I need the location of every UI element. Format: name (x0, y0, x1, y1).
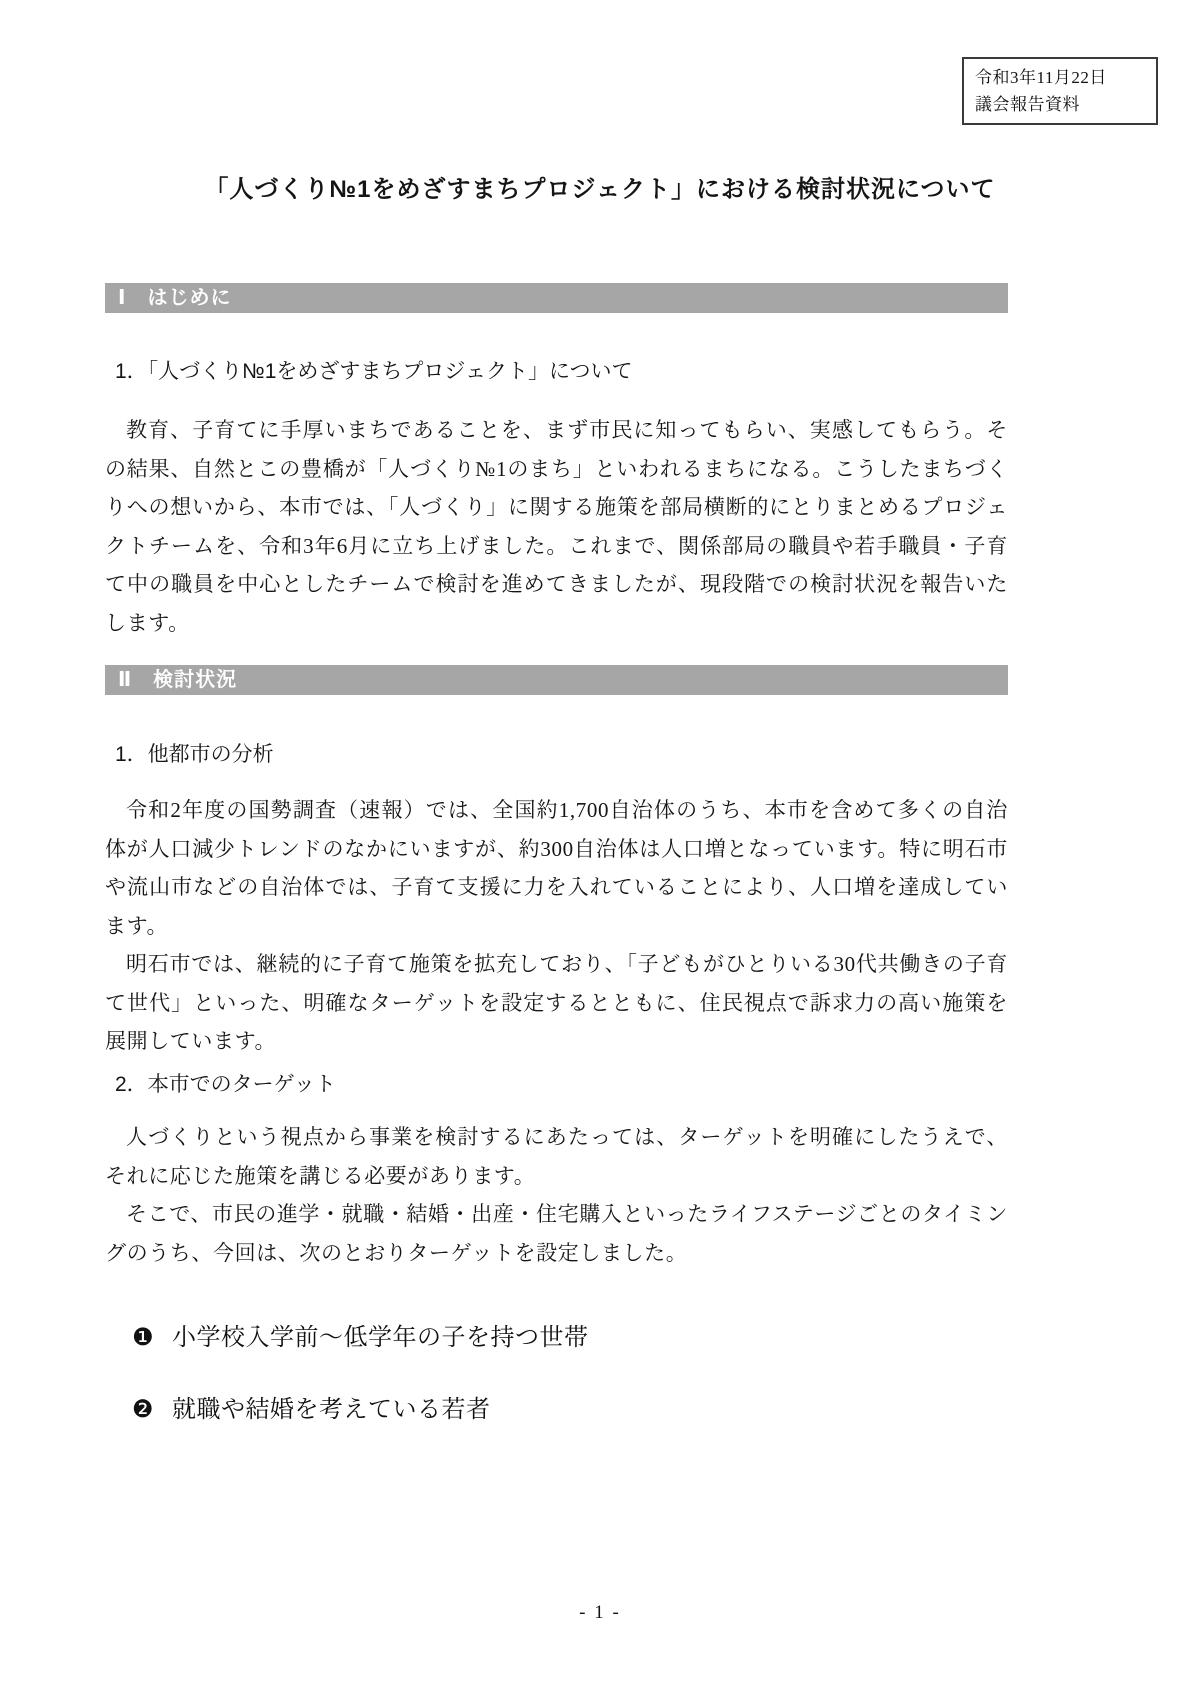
section-heading-2: Ⅱ 検討状況 (105, 665, 1008, 695)
report-type-label: 議会報告資料 (975, 95, 1080, 114)
circled-number-2-icon: ❷ (132, 1396, 155, 1423)
subsection-heading-2-1: 1．他都市の分析 (115, 743, 274, 766)
section-heading-1: Ⅰ はじめに (105, 283, 1008, 313)
target-item-label: 小学校入学前～低学年の子を持つ世帯 (172, 1324, 589, 1351)
target-item-1 (132, 1322, 992, 1354)
page-number: - 1 - (579, 1602, 621, 1623)
target-item-label: 就職や結婚を考えている若者 (172, 1396, 491, 1423)
paragraph: 明石市では、継続的に子育て施策を拡充しており、「子どもがひとりいる30代共働きの子育て世代」といった、明確なターゲットを設定するとともに、住民視点で訴求力の高い施策を展開しています。 (105, 952, 1008, 1053)
paragraph: 令和2年度の国勢調査（速報）では、全国約1,700自治体のうち、本市を含めて多くの自治体が人口減少トレンドのなかにいますが、約300自治体は人口増となっています。特に明石市や流山市などの自治体では、子育て支援に力を入れていることにより、人口増を達成しています。 (105, 798, 1008, 938)
paragraph: 教育、子育てに手厚いまちであることを、まず市民に知ってもらい、実感してもらう。その結果、自然とこの豊橋が「人づくり№1のまち」といわれるまちになる。こうしたまちづくりへの想いから、本市では、「人づくり」に関する施策を部局横断的にとりまとめるプロジェクトチームを、令和3年6月に立ち上げました。これまで、関係部局の職員や若手職員・子育て中の職員を中心としたチームで検討を進めてきましたが、現段階での検討状況を報告いたします。 (105, 418, 1008, 635)
paragraph-block-target (105, 1118, 1008, 1272)
subsection-heading-1-1: 1．「人づくり№1をめざすまちプロジェクト」について (115, 360, 633, 383)
target-item-2 (132, 1394, 992, 1426)
subsection-heading-2-2: 2．本市でのターゲット (115, 1073, 336, 1096)
paragraph-block-analysis (105, 791, 1008, 1061)
paragraph-block-intro (105, 411, 1008, 642)
paragraph: 人づくりという視点から事業を検討するにあたっては、ターゲットを明確にしたうえで、それに応じた施策を講じる必要があります。 (105, 1125, 1008, 1188)
report-date-box (962, 57, 1158, 125)
report-date: 令和3年11月22日 (975, 68, 1107, 87)
document-title: 「人づくり№1をめざすまちプロジェクト」における検討状況について (204, 176, 996, 204)
paragraph: そこで、市民の進学・就職・結婚・出産・住宅購入といったライフステージごとのタイミングのうち、今回は、次のとおりターゲットを設定しました。 (105, 1202, 1008, 1265)
circled-number-1-icon: ❶ (132, 1324, 155, 1351)
